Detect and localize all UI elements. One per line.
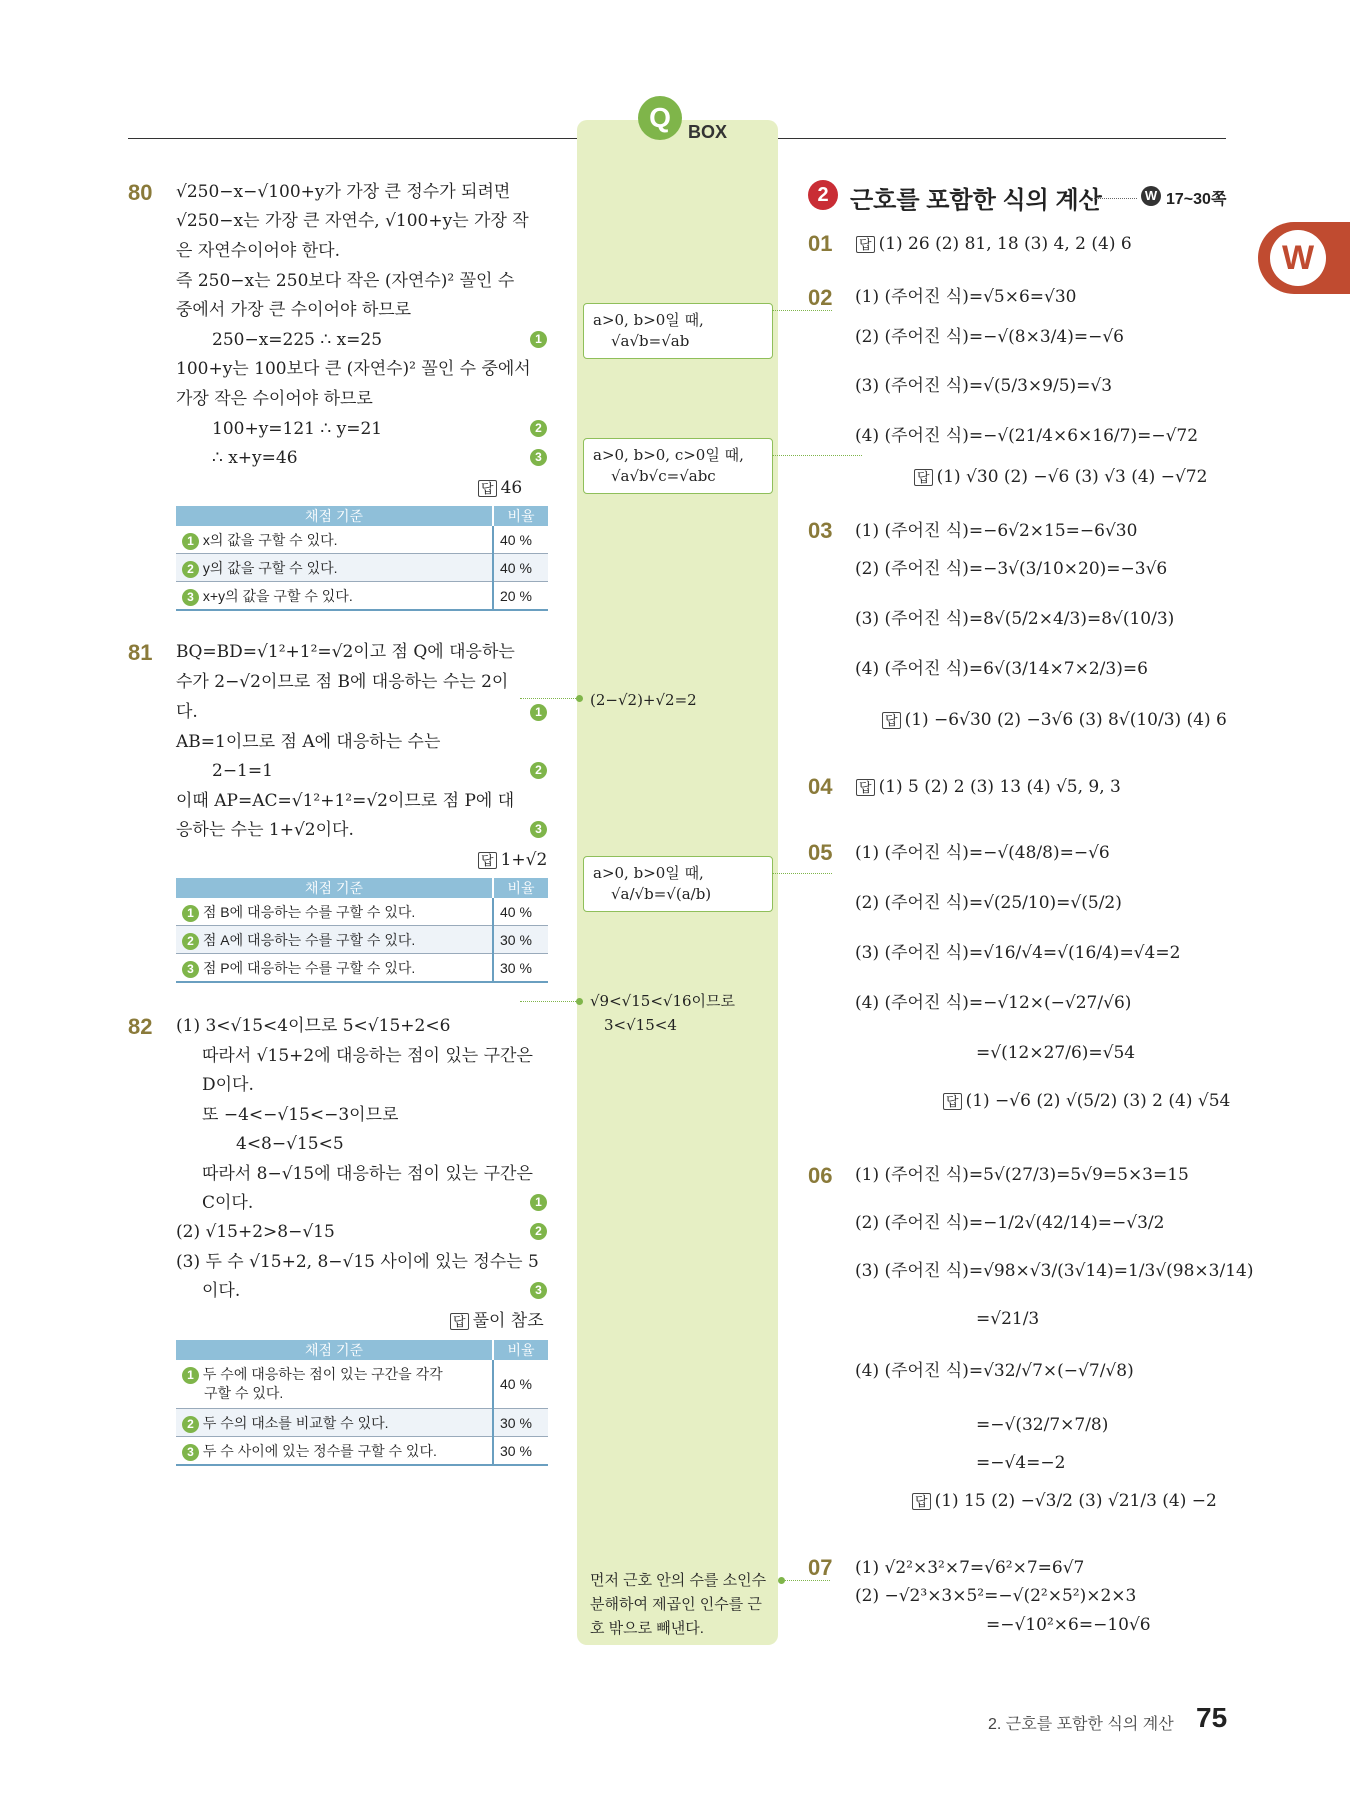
problem-number-07: 07 (808, 1555, 833, 1580)
problem-number-82: 82 (128, 1014, 153, 1039)
problem-number-06: 06 (808, 1163, 833, 1188)
qbox-note-product-rule: a>0, b>0일 때, √a√b=√ab (583, 303, 773, 359)
answer-01: 답 (1) 26 (2) 81, 18 (3) 4, 2 (4) 6 (856, 233, 1132, 256)
problem-number-81: 81 (128, 640, 153, 665)
criteria-table-82: 채점 기준 비율 1 두 수에 대응하는 점이 있는 구간을 각각 구할 수 있다. 40 % 2 두 수의 대소를 비교할 수 있다. 30 % 3 두 수 사이에 있는 정수를 구할 수 있다. 30 % (176, 1340, 548, 1466)
problem-number-04: 04 (808, 774, 833, 799)
criteria-table-81: 채점 기준 비율 1 점 B에 대응하는 수를 구할 수 있다. 40 % 2 점 A에 대응하는 수를 구할 수 있다. 30 % 3 점 P에 대응하는 수를 구할 수 있다. 30 % (176, 878, 548, 983)
problem-number-05: 05 (808, 840, 833, 865)
problem-number-03: 03 (808, 518, 833, 543)
qbox-note-triple-product: a>0, b>0, c>0일 때, √a√b√c=√abc (583, 438, 773, 494)
section-title: 근호를 포함한 식의 계산 (850, 187, 1102, 214)
answer-04: 답 (1) 5 (2) 2 (3) 13 (4) √5, 9, 3 (856, 776, 1121, 799)
section-badge: 2 (808, 180, 838, 210)
section-pages: 17~30쪽 (1166, 191, 1227, 208)
qbox-note-sum: (2−√2)+√2=2 (590, 691, 697, 709)
problem-number-02: 02 (808, 285, 833, 310)
footer-chapter: 2. 근호를 포함한 식의 계산 (988, 1716, 1174, 1733)
qbox-note-quotient-rule: a>0, b>0일 때, √a/√b=√(a/b) (583, 856, 773, 912)
qbox-badge: Q (638, 96, 682, 140)
problem-number-01: 01 (808, 231, 833, 256)
criteria-table-80: 채점 기준 비율 1 x의 값을 구할 수 있다. 40 % 2 y의 값을 구할 수 있다. 40 % 3 x+y의 값을 구할 수 있다. 20 % (176, 506, 548, 611)
problem-number-80: 80 (128, 180, 153, 205)
tab-w-icon: W (1258, 222, 1350, 294)
qbox-label: BOX (688, 122, 728, 142)
section-ref-icon: W (1141, 186, 1161, 206)
page-number: 75 (1196, 1702, 1228, 1733)
